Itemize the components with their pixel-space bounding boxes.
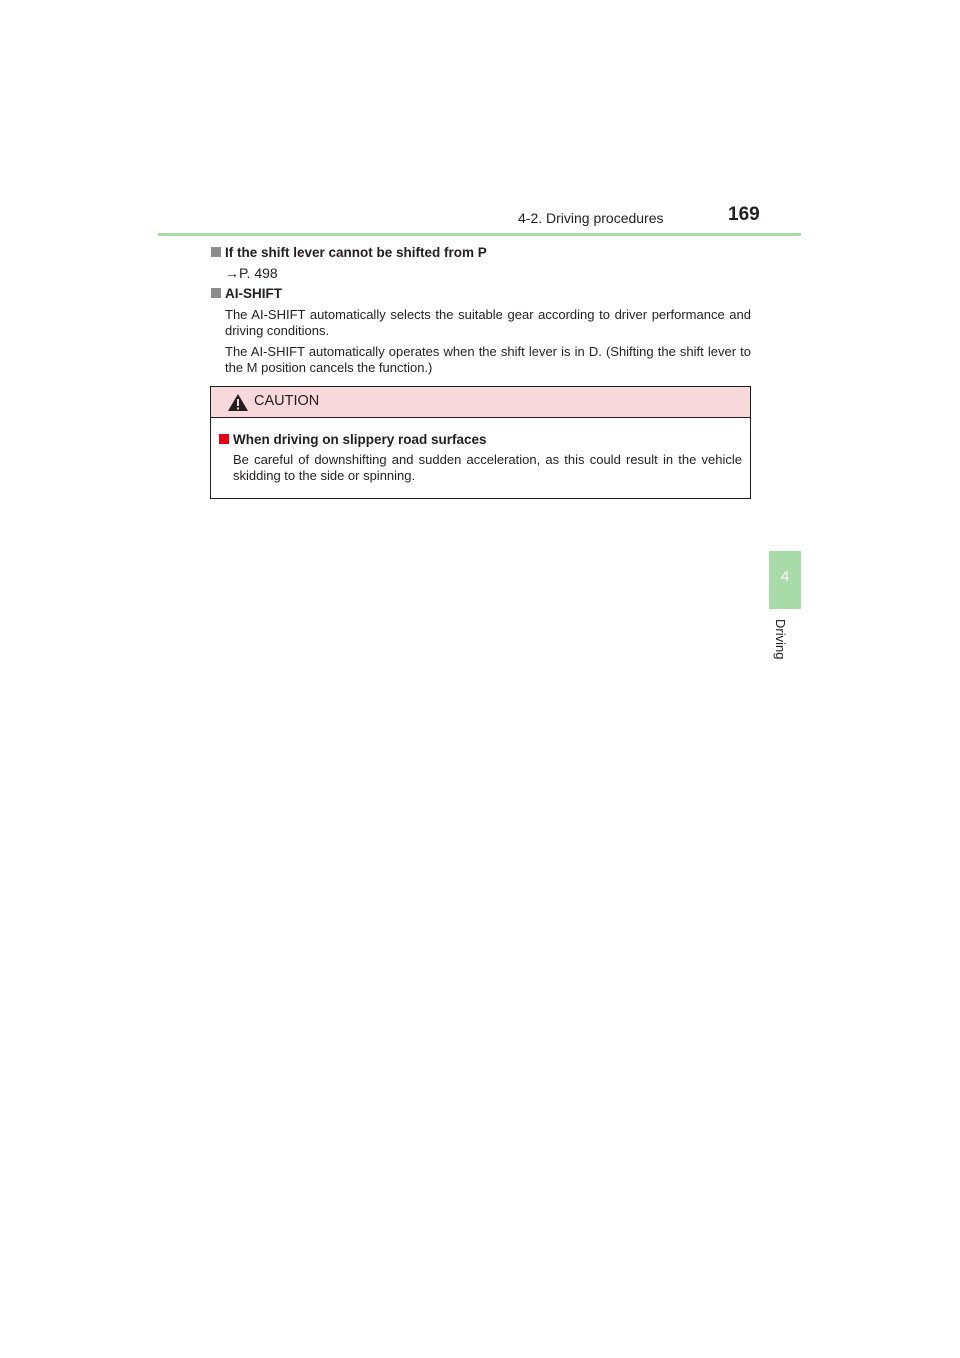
topic-heading <box>211 284 751 303</box>
caution-heading <box>219 430 742 449</box>
paragraph: The AI-SHIFT automatically operates when the shift lever is in D. (Shifting the shift lever to the M position cancels the function.) <box>225 344 751 375</box>
caution-header <box>211 387 750 418</box>
page-reference-link[interactable]: →P. 498 <box>225 265 278 281</box>
caution-heading-text: When driving on slippery road surfaces <box>233 432 487 447</box>
caution-text: Be careful of downshifting and sudden acceleration, as this could result in the vehicle skidding to the side or spinning. <box>233 452 742 483</box>
section-title: 4-2. Driving procedures <box>518 210 664 226</box>
chapter-number: 4 <box>780 568 790 585</box>
page-content <box>211 243 751 376</box>
gray-square-bullet-icon <box>211 247 221 257</box>
topic-heading-text: AI-SHIFT <box>225 286 282 301</box>
chapter-tab[interactable] <box>769 551 801 609</box>
page-number: 169 <box>728 204 760 225</box>
header-divider <box>158 233 801 236</box>
topic-heading <box>211 243 751 262</box>
red-square-bullet-icon <box>219 434 229 444</box>
paragraph: The AI-SHIFT automatically selects the suitable gear according to driver performance and driving conditions. <box>225 307 751 338</box>
chapter-label: Driving <box>773 619 788 660</box>
gray-square-bullet-icon <box>211 288 221 298</box>
caution-title: CAUTION <box>254 393 320 409</box>
caution-body <box>211 418 750 484</box>
caution-box <box>210 386 751 499</box>
warning-triangle-icon <box>227 393 249 412</box>
topic-heading-text: If the shift lever cannot be shifted from P <box>225 245 487 260</box>
